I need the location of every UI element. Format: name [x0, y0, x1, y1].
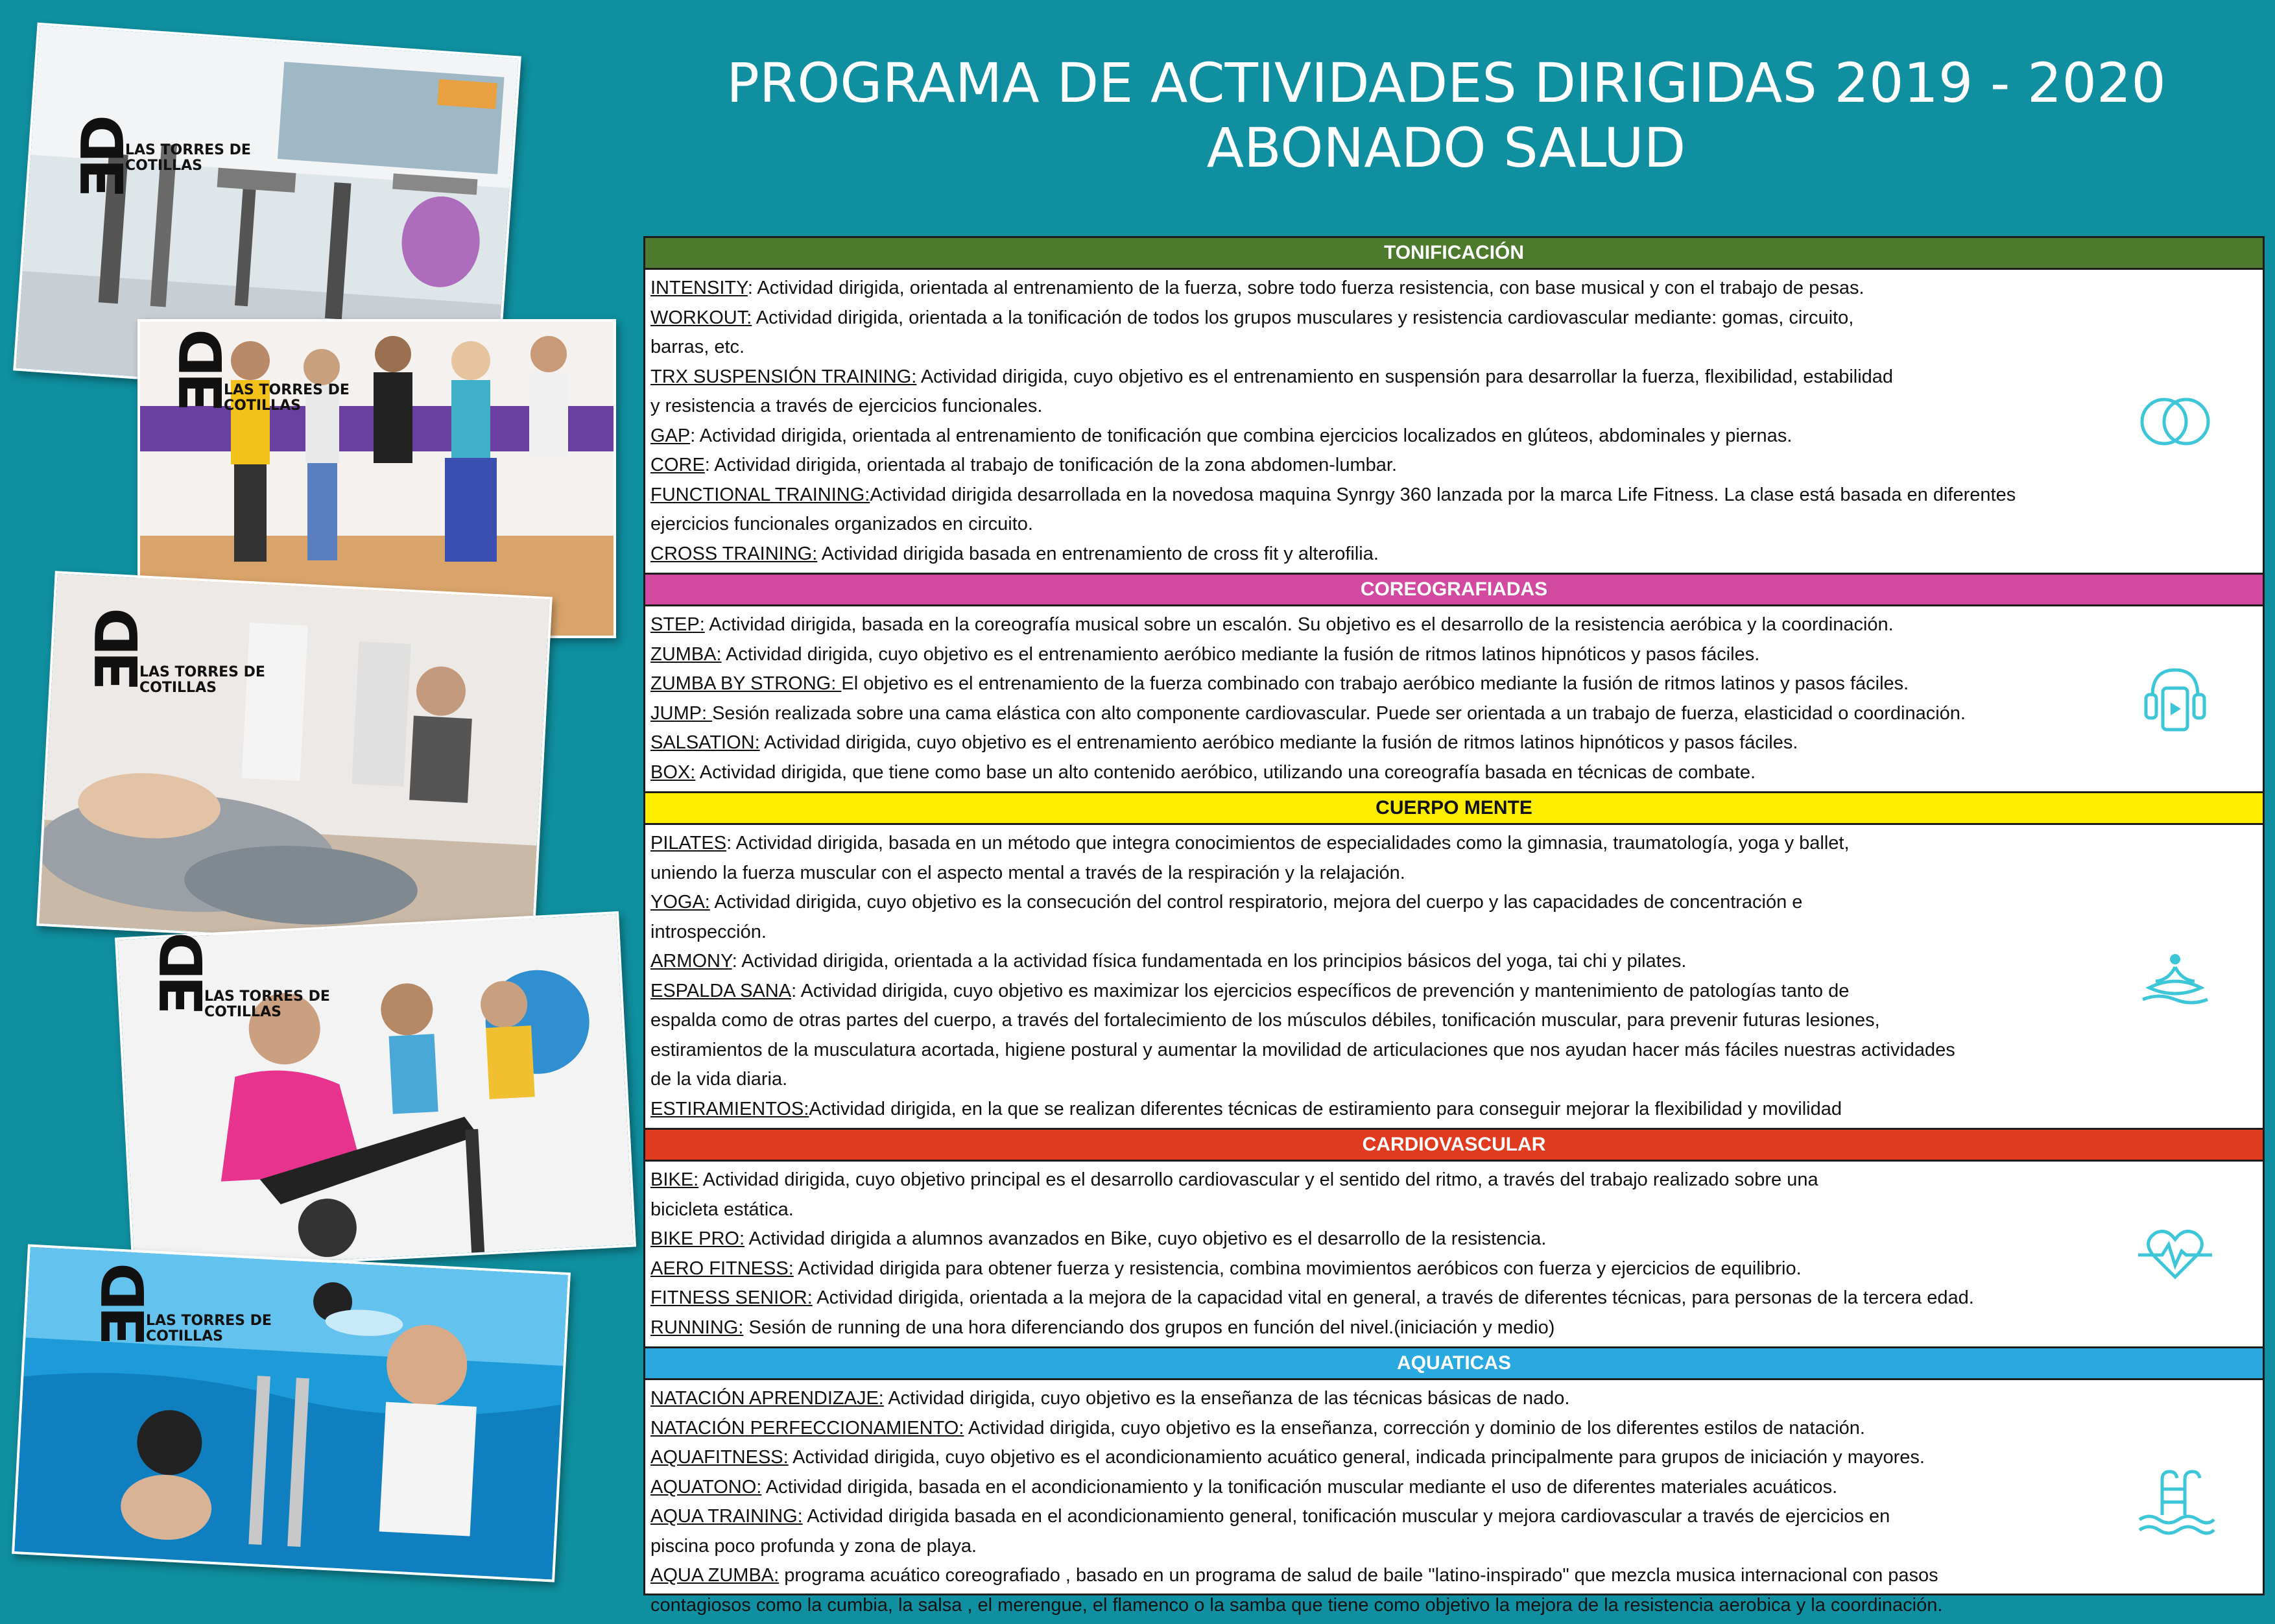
activity-name: ESTIRAMIENTOS:	[650, 1098, 809, 1119]
activity-line	[650, 1165, 2126, 1195]
activity-line	[650, 422, 2126, 451]
logo-2	[162, 332, 350, 414]
activity-description: Sesión realizada sobre una cama elástica con alto componente cardiovascular. Puede ser orientada a un trabajo de fuerza, elasticidad o coordinación.	[712, 702, 1966, 724]
activity-name: BIKE:	[650, 1169, 699, 1190]
activities-table	[643, 236, 2265, 1616]
activity-description: : Actividad dirigida, orientada al trabajo de tonificación de la zona abdomen-lumbar.	[704, 455, 1398, 475]
activity-description: estiramientos de la musculatura acortada, higiene postural y aumentar la movilidad de articulaciones que nos ayudan hacer más fáciles nuestras actividades	[650, 1039, 1955, 1060]
section-cardiovascular	[645, 1130, 2263, 1348]
activity-description: piscina poco profunda y zona de playa.	[650, 1535, 977, 1557]
section-aquaticas	[645, 1348, 2263, 1624]
activity-name: CORE	[650, 455, 705, 475]
activity-name: AQUAFITNESS:	[650, 1447, 789, 1468]
activity-name: CROSS TRAINING:	[650, 543, 818, 564]
activity-description: Actividad dirigida basada en entrenamiento de cross fit y alterofilia.	[817, 543, 1379, 564]
activity-description: Actividad dirigida para obtener fuerza y resistencia, combina movimientos aeróbicos con fuerza y ejercicios de equilibrio.	[793, 1258, 1802, 1279]
logo-mark: ƎD	[168, 332, 237, 414]
section-body	[645, 1162, 2263, 1346]
activity-line	[650, 610, 2126, 640]
activity-description: Actividad dirigida, cuyo objetivo principal es el desarrollo cardiovascular y el sentido del ritmo, a través del trabajo realizado sobre una	[698, 1169, 1818, 1190]
activity-line	[650, 540, 2126, 569]
activity-name: RUNNING:	[650, 1317, 744, 1338]
activity-line	[650, 1313, 2126, 1343]
activity-description: Actividad dirigida, basada en el acondicionamiento y la tonificación muscular mediante el uso de diferentes materiales acuáticos.	[761, 1476, 1838, 1498]
logo-text-line-2: COTILLAS	[204, 1004, 281, 1020]
activity-description: : Actividad dirigida, basada en un método que integra conocimientos de especialidades como la gimnasia, traumatología, yoga y ballet,	[726, 833, 1850, 854]
activity-name: WORKOUT:	[650, 307, 752, 328]
activity-name: AQUA TRAINING:	[650, 1506, 803, 1527]
activity-name: ESPALDA SANA	[650, 980, 792, 1001]
logo-text-line-2: COTILLAS	[125, 158, 202, 174]
activity-description: Actividad dirigida, cuyo objetivo es la enseñanza de las técnicas básicas de nado.	[883, 1388, 1570, 1409]
activity-description: Actividad dirigida, basada en la coreografía musical sobre un escalón. Su objetivo es el desarrollo de la resistencia aeróbica y la coordinación.	[704, 614, 1894, 635]
section-header-coreografiadas: COREOGRAFIADAS	[645, 575, 2263, 606]
section-body	[645, 270, 2263, 573]
activity-name: ARMONY	[650, 951, 732, 972]
activity-line	[650, 274, 2126, 304]
activity-description: Actividad dirigida a alumnos avanzados en Bike, cuyo objetivo es el desarrollo de la resistencia.	[744, 1228, 1547, 1249]
activity-description: de la vida diaria.	[650, 1069, 788, 1090]
logo-5	[84, 1266, 272, 1348]
activity-description: bicicleta estática.	[650, 1199, 794, 1220]
activity-description: Actividad dirigida, cuyo objetivo es el entrenamiento en suspensión para desarrollar la fuerza, flexibilidad, estabilidad	[916, 366, 1894, 387]
logo-text-line-2: COTILLAS	[224, 398, 301, 414]
activity-line	[650, 1254, 2126, 1284]
activity-line	[650, 1473, 2126, 1503]
section-body	[645, 606, 2263, 791]
activity-description: ejercicios funcionales organizados en circuito.	[650, 514, 1033, 534]
title-line-2: ABONADO SALUD	[1206, 116, 1686, 180]
activity-line	[650, 758, 2126, 788]
activity-line	[650, 1384, 2126, 1414]
logo-text-line-1: LAS TORRES DE	[146, 1313, 272, 1329]
activity-line	[650, 829, 2126, 859]
section-tonificacion	[645, 238, 2263, 575]
page-title	[687, 51, 2205, 180]
activity-line	[650, 918, 2126, 948]
activity-line	[650, 1561, 2126, 1591]
activity-description: Actividad dirigida, en la que se realizan diferentes técnicas de estiramiento para conseguir mejorar la flexibilidad y movilidad	[809, 1098, 1842, 1119]
activity-line	[650, 481, 2126, 510]
logo-4	[143, 935, 330, 1020]
activity-description: : Actividad dirigida, orientada a la actividad física fundamentada en los principios básicos del yoga, tai chi y pilates.	[732, 951, 1687, 972]
section-body	[645, 1380, 2263, 1624]
activity-description: barras, etc.	[650, 337, 745, 357]
activity-description: Actividad dirigida, cuyo objetivo es el acondicionamiento acuático general, indicada principalmente para grupos de iniciación y mayores.	[788, 1447, 1925, 1468]
activity-line	[650, 451, 2126, 481]
title-line-1: PROGRAMA DE ACTIVIDADES DIRIGIDAS 2019 - 2020	[726, 51, 2166, 115]
activity-name: AQUA ZUMBA:	[650, 1565, 780, 1586]
logo-1	[64, 118, 251, 200]
activity-name: ZUMBA BY STRONG:	[650, 673, 842, 694]
activity-description: Actividad dirigida, cuyo objetivo es el entrenamiento aeróbico mediante la fusión de ritmos latinos hipnóticos y pasos fáciles.	[721, 643, 1760, 665]
activity-name: NATACIÓN APRENDIZAJE:	[650, 1388, 884, 1409]
activity-line	[650, 1414, 2126, 1444]
lotus-meditation-icon	[2133, 935, 2217, 1019]
activity-line	[650, 640, 2126, 670]
activity-line	[650, 363, 2126, 392]
activity-line	[650, 728, 2126, 758]
activity-description: Actividad dirigida, que tiene como base un alto contenido aeróbico, utilizando una coreografía basada en técnicas de combate.	[695, 761, 1756, 783]
activity-line	[650, 1095, 2126, 1125]
section-body	[645, 825, 2263, 1128]
logo-mark: ƎD	[149, 935, 217, 1017]
activity-line	[650, 1006, 2126, 1036]
activity-name: ZUMBA:	[650, 643, 722, 665]
activity-name: PILATES	[650, 833, 727, 854]
activity-name: INTENSITY	[650, 278, 748, 298]
activity-line	[650, 1195, 2126, 1225]
activity-name: STEP:	[650, 614, 705, 635]
activity-description: : Actividad dirigida, orientada al entrenamiento de tonificación que combina ejercicios localizados en glúteos, abdominales y piernas.	[690, 425, 1793, 446]
activity-description: Actividad dirigida, orientada a la tonificación de todos los grupos musculares y resistencia cardiovascular mediante: gomas, circuito,	[752, 307, 1854, 328]
activity-name: JUMP:	[650, 702, 713, 724]
activity-description: El objetivo es el entrenamiento de la fuerza combinado con trabajo aeróbico mediante la fusión de ritmos latinos y pasos fáciles.	[841, 673, 1909, 694]
activity-line	[650, 669, 2126, 699]
activity-description: y resistencia a través de ejercicios funcionales.	[650, 396, 1043, 416]
activity-line	[650, 1284, 2126, 1313]
activity-description: Sesión de running de una hora diferenciando dos grupos en función del nivel.(iniciación y medio)	[743, 1317, 1555, 1338]
activity-name: AQUATONO:	[650, 1476, 762, 1498]
activity-name: BIKE PRO:	[650, 1228, 745, 1249]
two-rings-icon	[2133, 379, 2217, 464]
section-header-cuerpo-mente: CUERPO MENTE	[645, 793, 2263, 825]
activity-name: SALSATION:	[650, 732, 760, 753]
activity-name: FUNCTIONAL TRAINING:	[650, 484, 870, 505]
activity-line	[650, 1532, 2126, 1562]
section-cuerpo-mente	[645, 793, 2263, 1130]
activity-line	[650, 699, 2126, 729]
activity-line	[650, 304, 2126, 333]
activity-line	[650, 947, 2126, 977]
activity-name: FITNESS SENIOR:	[650, 1287, 813, 1308]
activity-description: programa acuático coreografiado , basado en un programa de salud de baile "latino-inspirado" que mezcla musica internacional con pasos	[779, 1565, 1938, 1586]
activity-line	[650, 1036, 2126, 1066]
activity-description: : Actividad dirigida, cuyo objetivo es maximizar los ejercicios específicos de prevención y mantenimiento de patologías tanto de	[791, 980, 1850, 1001]
activity-line	[650, 392, 2126, 422]
logo-mark: ƎD	[84, 611, 152, 693]
activity-description: uniendo la fuerza muscular con el aspecto mental a través de la respiración y la relajación.	[650, 862, 1405, 883]
activity-line	[650, 859, 2126, 889]
activity-line	[650, 333, 2126, 363]
activity-description: Actividad dirigida basada en el acondicionamiento general, tonificación muscular y mejora cardiovascular a través de ejercicios en	[802, 1506, 1890, 1527]
activity-description: Actividad dirigida, cuyo objetivo es la enseñanza, corrección y dominio de los diferentes estilos de natación.	[964, 1417, 1865, 1439]
activity-name: NATACIÓN PERFECCIONAMIENTO:	[650, 1417, 964, 1439]
activity-line	[650, 510, 2126, 540]
activity-description: espalda como de otras partes del cuerpo, a través del fortalecimiento de los músculos débiles, tonificación muscular, para prevenir futuras lesiones,	[650, 1010, 1880, 1031]
activity-description: Actividad dirigida desarrollada en la novedosa maquina Synrgy 360 lanzada por la marca Life Fitness. La clase está basada en diferentes	[870, 484, 2016, 505]
section-coreografiadas	[645, 575, 2263, 793]
activity-description: contagiosos como la cumbia, la salsa , el merengue, el flamenco o la samba que tiene como objetivo la mejora de la resistencia aerobica y la coordinación.	[650, 1594, 1943, 1616]
activity-description: Actividad dirigida, orientada a la mejora de la capacidad vital en general, a través de diferentes técnicas, para personas de la tercera edad.	[812, 1287, 1974, 1308]
activity-line	[650, 1502, 2126, 1532]
activity-name: BOX:	[650, 761, 696, 783]
activity-line	[650, 888, 2126, 918]
activity-name: YOGA:	[650, 892, 710, 913]
activity-description: introspección.	[650, 921, 767, 942]
logo-text-line-2: COTILLAS	[146, 1328, 223, 1344]
activity-name: AERO FITNESS:	[650, 1258, 794, 1279]
logo-text-line-1: LAS TORRES DE	[139, 664, 265, 680]
activity-line	[650, 1591, 2126, 1621]
activity-line	[650, 1443, 2126, 1473]
activity-line	[650, 1065, 2126, 1095]
activity-line	[650, 977, 2126, 1007]
swimming-pool-icon	[2133, 1460, 2217, 1544]
activity-name: GAP	[650, 425, 691, 446]
activity-description: : Actividad dirigida, orientada al entrenamiento de la fuerza, sobre todo fuerza resistencia, con base musical y con el trabajo de pesas.	[747, 278, 1864, 298]
section-header-tonificacion: TONIFICACIÓN	[645, 238, 2263, 270]
logo-text-line-1: LAS TORRES DE	[125, 142, 251, 158]
logo-text-line-2: COTILLAS	[139, 680, 217, 696]
logo-text-line-1: LAS TORRES DE	[204, 988, 330, 1005]
section-header-aquaticas: AQUATICAS	[645, 1348, 2263, 1380]
music-player-icon	[2133, 657, 2217, 741]
activity-line	[650, 1224, 2126, 1254]
logo-mark: ƎD	[90, 1266, 159, 1348]
activity-description: Actividad dirigida, cuyo objetivo es el entrenamiento aeróbico mediante la fusión de ritmos latinos hipnóticos y pasos fáciles.	[759, 732, 1798, 753]
heart-pulse-icon	[2133, 1212, 2217, 1296]
activity-name: TRX SUSPENSIÓN TRAINING:	[650, 366, 917, 387]
logo-3	[78, 611, 265, 696]
logo-mark: ƎD	[69, 118, 138, 200]
section-header-cardiovascular: CARDIOVASCULAR	[645, 1130, 2263, 1162]
logo-text-line-1: LAS TORRES DE	[224, 382, 350, 398]
activity-description: Actividad dirigida, cuyo objetivo es la consecución del control respiratorio, mejora del cuerpo y las capacidades de concentración e	[709, 892, 1803, 913]
